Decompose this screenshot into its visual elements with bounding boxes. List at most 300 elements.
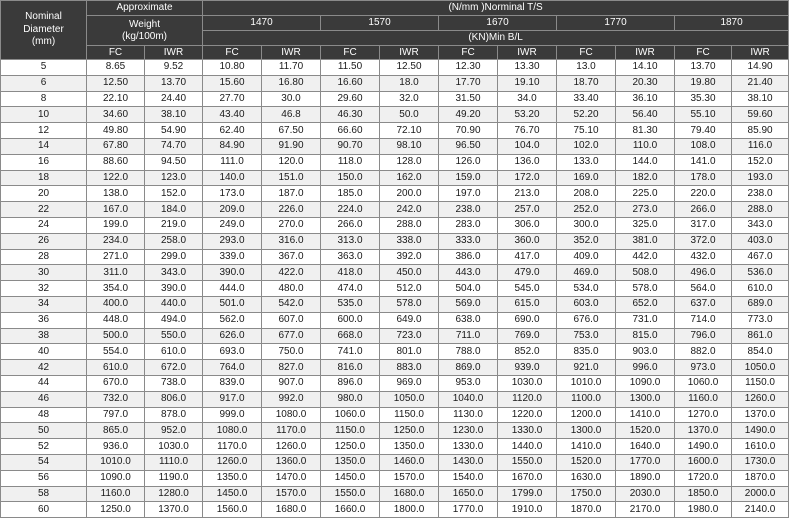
value-cell: 1170.0	[203, 439, 262, 455]
value-cell: 266.0	[321, 217, 380, 233]
value-cell: 1080.0	[262, 407, 321, 423]
value-cell: 55.10	[675, 107, 732, 123]
value-cell: 764.0	[203, 360, 262, 376]
value-cell: 1370.0	[732, 407, 789, 423]
iwr-subheader: IWR	[380, 46, 439, 60]
table-row	[1, 360, 789, 376]
diameter-cell: 32	[1, 281, 87, 297]
value-cell: 496.0	[675, 265, 732, 281]
value-cell: 16.60	[321, 75, 380, 91]
value-cell: 903.0	[616, 344, 675, 360]
iwr-subheader: IWR	[262, 46, 321, 60]
value-cell: 534.0	[557, 281, 616, 297]
value-cell: 108.0	[675, 138, 732, 154]
weight-header-line1: Approximate	[87, 1, 203, 16]
value-cell: 35.30	[675, 91, 732, 107]
table-row	[1, 249, 789, 265]
value-cell: 133.0	[557, 154, 616, 170]
value-cell: 852.0	[498, 344, 557, 360]
value-cell: 1300.0	[557, 423, 616, 439]
grade-1870-header: 1870	[675, 16, 789, 31]
value-cell: 1250.0	[87, 502, 145, 518]
value-cell: 448.0	[87, 312, 145, 328]
value-cell: 883.0	[380, 360, 439, 376]
value-cell: 723.0	[380, 328, 439, 344]
diameter-cell: 60	[1, 502, 87, 518]
value-cell: 128.0	[380, 154, 439, 170]
value-cell: 999.0	[203, 407, 262, 423]
table-row	[1, 407, 789, 423]
value-cell: 1090.0	[616, 375, 675, 391]
value-cell: 535.0	[321, 296, 380, 312]
value-cell: 226.0	[262, 202, 321, 218]
value-cell: 773.0	[732, 312, 789, 328]
diameter-cell: 12	[1, 123, 87, 139]
value-cell: 76.70	[498, 123, 557, 139]
value-cell: 1750.0	[557, 486, 616, 502]
value-cell: 1230.0	[439, 423, 498, 439]
value-cell: 182.0	[616, 170, 675, 186]
value-cell: 1050.0	[380, 391, 439, 407]
value-cell: 220.0	[675, 186, 732, 202]
value-cell: 1350.0	[380, 439, 439, 455]
value-cell: 815.0	[616, 328, 675, 344]
value-cell: 444.0	[203, 281, 262, 297]
value-cell: 1450.0	[321, 470, 380, 486]
iwr-subheader: IWR	[145, 46, 203, 60]
value-cell: 569.0	[439, 296, 498, 312]
value-cell: 159.0	[439, 170, 498, 186]
table-row	[1, 154, 789, 170]
value-cell: 31.50	[439, 91, 498, 107]
value-cell: 738.0	[145, 375, 203, 391]
diameter-cell: 44	[1, 375, 87, 391]
iwr-subheader: IWR	[732, 46, 789, 60]
value-cell: 1010.0	[557, 375, 616, 391]
value-cell: 1010.0	[87, 454, 145, 470]
value-cell: 293.0	[203, 233, 262, 249]
value-cell: 1870.0	[557, 502, 616, 518]
value-cell: 494.0	[145, 312, 203, 328]
diameter-cell: 28	[1, 249, 87, 265]
table-row	[1, 312, 789, 328]
value-cell: 110.0	[616, 138, 675, 154]
value-cell: 1120.0	[498, 391, 557, 407]
value-cell: 266.0	[675, 202, 732, 218]
value-cell: 136.0	[498, 154, 557, 170]
value-cell: 1610.0	[732, 439, 789, 455]
value-cell: 806.0	[145, 391, 203, 407]
value-cell: 62.40	[203, 123, 262, 139]
value-cell: 1470.0	[262, 470, 321, 486]
value-cell: 352.0	[557, 233, 616, 249]
value-cell: 162.0	[380, 170, 439, 186]
diameter-header	[1, 1, 87, 60]
value-cell: 2030.0	[616, 486, 675, 502]
value-cell: 542.0	[262, 296, 321, 312]
value-cell: 615.0	[498, 296, 557, 312]
value-cell: 317.0	[675, 217, 732, 233]
value-cell: 102.0	[557, 138, 616, 154]
value-cell: 797.0	[87, 407, 145, 423]
value-cell: 732.0	[87, 391, 145, 407]
value-cell: 1350.0	[203, 470, 262, 486]
value-cell: 1720.0	[675, 470, 732, 486]
value-cell: 193.0	[732, 170, 789, 186]
value-cell: 173.0	[203, 186, 262, 202]
value-cell: 1150.0	[321, 423, 380, 439]
value-cell: 1870.0	[732, 470, 789, 486]
value-cell: 896.0	[321, 375, 380, 391]
value-cell: 67.50	[262, 123, 321, 139]
value-cell: 56.40	[616, 107, 675, 123]
diameter-cell: 48	[1, 407, 87, 423]
value-cell: 607.0	[262, 312, 321, 328]
diameter-cell: 34	[1, 296, 87, 312]
value-cell: 13.30	[498, 60, 557, 76]
value-cell: 38.10	[732, 91, 789, 107]
value-cell: 75.10	[557, 123, 616, 139]
value-cell: 184.0	[145, 202, 203, 218]
value-cell: 242.0	[380, 202, 439, 218]
value-cell: 224.0	[321, 202, 380, 218]
fc-subheader: FC	[87, 46, 145, 60]
value-cell: 24.40	[145, 91, 203, 107]
value-cell: 381.0	[616, 233, 675, 249]
value-cell: 185.0	[321, 186, 380, 202]
value-cell: 33.40	[557, 91, 616, 107]
value-cell: 144.0	[616, 154, 675, 170]
value-cell: 208.0	[557, 186, 616, 202]
value-cell: 1220.0	[498, 407, 557, 423]
value-cell: 122.0	[87, 170, 145, 186]
value-cell: 1350.0	[321, 454, 380, 470]
value-cell: 169.0	[557, 170, 616, 186]
value-cell: 258.0	[145, 233, 203, 249]
value-cell: 339.0	[203, 249, 262, 265]
value-cell: 288.0	[380, 217, 439, 233]
value-cell: 13.70	[145, 75, 203, 91]
value-cell: 603.0	[557, 296, 616, 312]
value-cell: 1030.0	[498, 375, 557, 391]
table-row	[1, 138, 789, 154]
table-row	[1, 328, 789, 344]
value-cell: 270.0	[262, 217, 321, 233]
value-cell: 1300.0	[616, 391, 675, 407]
table-row	[1, 75, 789, 91]
value-cell: 1330.0	[498, 423, 557, 439]
value-cell: 34.0	[498, 91, 557, 107]
value-cell: 731.0	[616, 312, 675, 328]
value-cell: 1160.0	[87, 486, 145, 502]
value-cell: 1890.0	[616, 470, 675, 486]
value-cell: 12.50	[380, 60, 439, 76]
value-cell: 9.52	[145, 60, 203, 76]
value-cell: 390.0	[145, 281, 203, 297]
value-cell: 480.0	[262, 281, 321, 297]
value-cell: 150.0	[321, 170, 380, 186]
table-row	[1, 91, 789, 107]
value-cell: 316.0	[262, 233, 321, 249]
value-cell: 2140.0	[732, 502, 789, 518]
value-cell: 1660.0	[321, 502, 380, 518]
value-cell: 610.0	[87, 360, 145, 376]
value-cell: 796.0	[675, 328, 732, 344]
diameter-cell: 54	[1, 454, 87, 470]
fc-subheader: FC	[203, 46, 262, 60]
value-cell: 939.0	[498, 360, 557, 376]
value-cell: 116.0	[732, 138, 789, 154]
value-cell: 1600.0	[675, 454, 732, 470]
value-cell: 442.0	[616, 249, 675, 265]
value-cell: 18.0	[380, 75, 439, 91]
value-cell: 88.60	[87, 154, 145, 170]
value-cell: 126.0	[439, 154, 498, 170]
fc-subheader: FC	[321, 46, 380, 60]
value-cell: 409.0	[557, 249, 616, 265]
value-cell: 564.0	[675, 281, 732, 297]
value-cell: 300.0	[557, 217, 616, 233]
diameter-cell: 10	[1, 107, 87, 123]
table-row	[1, 296, 789, 312]
value-cell: 141.0	[675, 154, 732, 170]
value-cell: 178.0	[675, 170, 732, 186]
value-cell: 21.40	[732, 75, 789, 91]
table-row	[1, 202, 789, 218]
min-breaking-load-header: (KN)Min B/L	[203, 31, 789, 46]
value-cell: 1799.0	[498, 486, 557, 502]
value-cell: 1280.0	[145, 486, 203, 502]
value-cell: 288.0	[732, 202, 789, 218]
value-cell: 283.0	[439, 217, 498, 233]
value-cell: 508.0	[616, 265, 675, 281]
value-cell: 19.10	[498, 75, 557, 91]
value-cell: 74.70	[145, 138, 203, 154]
value-cell: 372.0	[675, 233, 732, 249]
value-cell: 79.40	[675, 123, 732, 139]
value-cell: 469.0	[557, 265, 616, 281]
value-cell: 13.0	[557, 60, 616, 76]
value-cell: 390.0	[203, 265, 262, 281]
value-cell: 1570.0	[380, 470, 439, 486]
value-cell: 249.0	[203, 217, 262, 233]
value-cell: 450.0	[380, 265, 439, 281]
value-cell: 1150.0	[380, 407, 439, 423]
value-cell: 690.0	[498, 312, 557, 328]
value-cell: 338.0	[380, 233, 439, 249]
value-cell: 67.80	[87, 138, 145, 154]
diameter-header-line: Diameter	[23, 23, 64, 35]
value-cell: 400.0	[87, 296, 145, 312]
value-cell: 10.80	[203, 60, 262, 76]
value-cell: 600.0	[321, 312, 380, 328]
value-cell: 53.20	[498, 107, 557, 123]
value-cell: 38.10	[145, 107, 203, 123]
value-cell: 52.20	[557, 107, 616, 123]
value-cell: 234.0	[87, 233, 145, 249]
value-cell: 670.0	[87, 375, 145, 391]
value-cell: 418.0	[321, 265, 380, 281]
value-cell: 1680.0	[380, 486, 439, 502]
grade-1470-header: 1470	[203, 16, 321, 31]
value-cell: 111.0	[203, 154, 262, 170]
table-row	[1, 454, 789, 470]
table-header	[1, 1, 789, 60]
table-row	[1, 170, 789, 186]
value-cell: 1570.0	[262, 486, 321, 502]
value-cell: 16.80	[262, 75, 321, 91]
value-cell: 1630.0	[557, 470, 616, 486]
diameter-header-line: Nominal	[25, 11, 62, 23]
value-cell: 1270.0	[675, 407, 732, 423]
table-row	[1, 344, 789, 360]
value-cell: 20.30	[616, 75, 675, 91]
grade-1570-header: 1570	[321, 16, 439, 31]
value-cell: 1200.0	[557, 407, 616, 423]
value-cell: 1100.0	[557, 391, 616, 407]
table-row	[1, 391, 789, 407]
value-cell: 769.0	[498, 328, 557, 344]
value-cell: 11.50	[321, 60, 380, 76]
diameter-cell: 22	[1, 202, 87, 218]
value-cell: 711.0	[439, 328, 498, 344]
value-cell: 1360.0	[262, 454, 321, 470]
value-cell: 360.0	[498, 233, 557, 249]
value-cell: 1550.0	[321, 486, 380, 502]
value-cell: 403.0	[732, 233, 789, 249]
diameter-header-line: (mm)	[31, 36, 56, 48]
value-cell: 12.30	[439, 60, 498, 76]
diameter-cell: 20	[1, 186, 87, 202]
value-cell: 1250.0	[321, 439, 380, 455]
value-cell: 172.0	[498, 170, 557, 186]
table-row	[1, 423, 789, 439]
value-cell: 992.0	[262, 391, 321, 407]
value-cell: 474.0	[321, 281, 380, 297]
value-cell: 936.0	[87, 439, 145, 455]
value-cell: 1160.0	[675, 391, 732, 407]
value-cell: 46.30	[321, 107, 380, 123]
value-cell: 363.0	[321, 249, 380, 265]
value-cell: 49.80	[87, 123, 145, 139]
value-cell: 98.10	[380, 138, 439, 154]
value-cell: 219.0	[145, 217, 203, 233]
value-cell: 36.10	[616, 91, 675, 107]
value-cell: 200.0	[380, 186, 439, 202]
table-row	[1, 123, 789, 139]
diameter-cell: 52	[1, 439, 87, 455]
table-row	[1, 60, 789, 76]
diameter-cell: 18	[1, 170, 87, 186]
value-cell: 138.0	[87, 186, 145, 202]
value-cell: 22.10	[87, 91, 145, 107]
value-cell: 578.0	[380, 296, 439, 312]
value-cell: 1260.0	[732, 391, 789, 407]
diameter-cell: 5	[1, 60, 87, 76]
value-cell: 1490.0	[732, 423, 789, 439]
value-cell: 1450.0	[203, 486, 262, 502]
value-cell: 854.0	[732, 344, 789, 360]
nominal-ts-header: (N/mm )Norminal T/S	[203, 1, 789, 16]
diameter-cell: 56	[1, 470, 87, 486]
diameter-cell: 58	[1, 486, 87, 502]
value-cell: 94.50	[145, 154, 203, 170]
value-cell: 12.50	[87, 75, 145, 91]
fc-subheader: FC	[557, 46, 616, 60]
value-cell: 1850.0	[675, 486, 732, 502]
grade-1670-header: 1670	[439, 16, 557, 31]
value-cell: 299.0	[145, 249, 203, 265]
value-cell: 545.0	[498, 281, 557, 297]
value-cell: 354.0	[87, 281, 145, 297]
value-cell: 2000.0	[732, 486, 789, 502]
value-cell: 440.0	[145, 296, 203, 312]
value-cell: 1040.0	[439, 391, 498, 407]
table-row	[1, 265, 789, 281]
value-cell: 801.0	[380, 344, 439, 360]
value-cell: 839.0	[203, 375, 262, 391]
value-cell: 1170.0	[262, 423, 321, 439]
value-cell: 835.0	[557, 344, 616, 360]
value-cell: 257.0	[498, 202, 557, 218]
value-cell: 676.0	[557, 312, 616, 328]
value-cell: 878.0	[145, 407, 203, 423]
value-cell: 140.0	[203, 170, 262, 186]
value-cell: 1110.0	[145, 454, 203, 470]
value-cell: 504.0	[439, 281, 498, 297]
table-body	[1, 60, 789, 518]
value-cell: 1460.0	[380, 454, 439, 470]
table-row	[1, 439, 789, 455]
value-cell: 2170.0	[616, 502, 675, 518]
value-cell: 1670.0	[498, 470, 557, 486]
value-cell: 225.0	[616, 186, 675, 202]
value-cell: 72.10	[380, 123, 439, 139]
value-cell: 652.0	[616, 296, 675, 312]
grade-1770-header: 1770	[557, 16, 675, 31]
diameter-cell: 26	[1, 233, 87, 249]
value-cell: 14.10	[616, 60, 675, 76]
value-cell: 554.0	[87, 344, 145, 360]
value-cell: 1150.0	[732, 375, 789, 391]
table-row	[1, 186, 789, 202]
value-cell: 422.0	[262, 265, 321, 281]
value-cell: 550.0	[145, 328, 203, 344]
value-cell: 479.0	[498, 265, 557, 281]
table-row	[1, 486, 789, 502]
value-cell: 19.80	[675, 75, 732, 91]
value-cell: 714.0	[675, 312, 732, 328]
value-cell: 1030.0	[145, 439, 203, 455]
value-cell: 536.0	[732, 265, 789, 281]
value-cell: 1080.0	[203, 423, 262, 439]
value-cell: 1640.0	[616, 439, 675, 455]
value-cell: 343.0	[145, 265, 203, 281]
value-cell: 167.0	[87, 202, 145, 218]
value-cell: 500.0	[87, 328, 145, 344]
value-cell: 104.0	[498, 138, 557, 154]
value-cell: 13.70	[675, 60, 732, 76]
value-cell: 1260.0	[262, 439, 321, 455]
value-cell: 306.0	[498, 217, 557, 233]
value-cell: 238.0	[732, 186, 789, 202]
table-row	[1, 217, 789, 233]
diameter-cell: 38	[1, 328, 87, 344]
value-cell: 1730.0	[732, 454, 789, 470]
value-cell: 50.0	[380, 107, 439, 123]
value-cell: 152.0	[145, 186, 203, 202]
diameter-cell: 6	[1, 75, 87, 91]
